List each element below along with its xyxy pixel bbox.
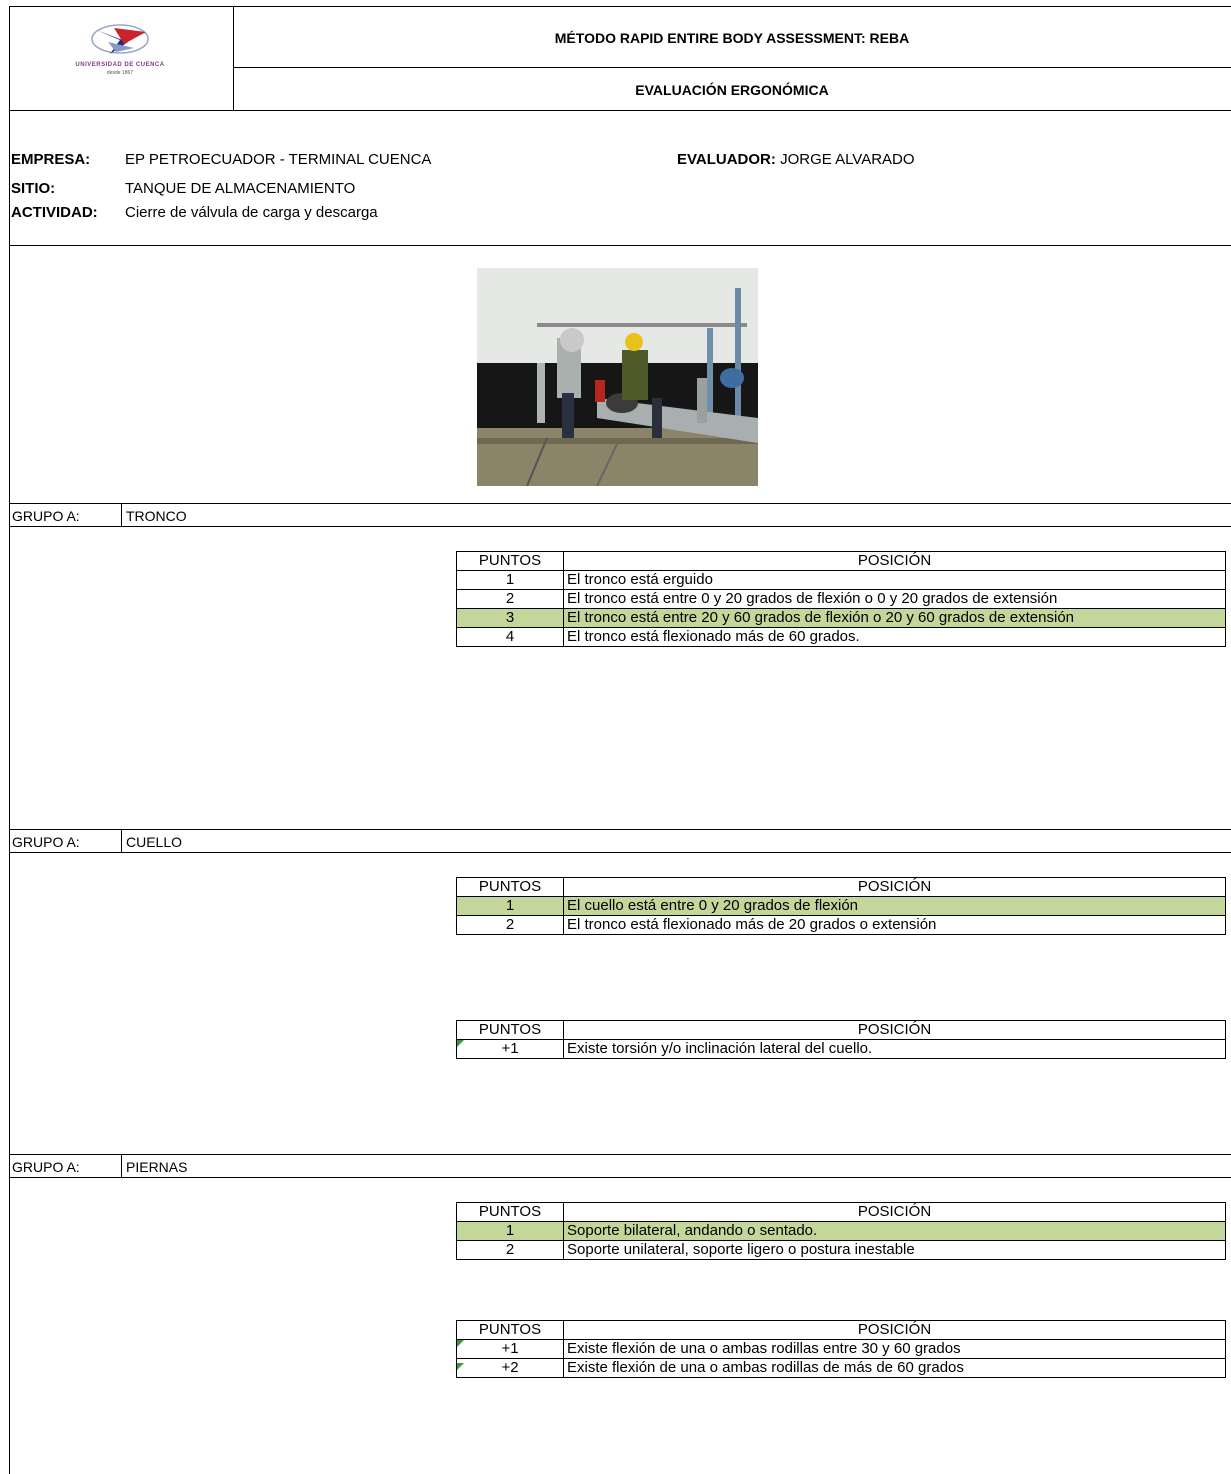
group-label: GRUPO A: <box>12 508 80 524</box>
table-row-selected[interactable] <box>457 1222 1226 1241</box>
section-piernas-top-line <box>9 1154 1231 1155</box>
evaluador-value: JORGE ALVARADO <box>780 151 915 168</box>
col-posicion-header: POSICIÓN <box>564 1321 1226 1340</box>
logo-subtext: desde 1867 <box>106 70 134 76</box>
table-row[interactable] <box>457 1040 1226 1059</box>
row-puntos: +1 <box>457 1340 564 1359</box>
table-row[interactable] <box>457 590 1226 609</box>
page-title: MÉTODO RAPID ENTIRE BODY ASSESSMENT: REBA <box>554 30 910 46</box>
row-puntos: 1 <box>457 571 564 590</box>
table-row-selected[interactable] <box>457 609 1226 628</box>
group-label: GRUPO A: <box>12 1159 80 1175</box>
actividad-label: ACTIVIDAD: <box>11 204 98 221</box>
row-puntos: 3 <box>457 609 564 628</box>
actividad-value: Cierre de válvula de carga y descarga <box>125 204 378 221</box>
row-posicion: El tronco está flexionado más de 60 grados. <box>564 628 1226 647</box>
section-part-label: TRONCO <box>126 508 187 524</box>
row-posicion: Existe flexión de una o ambas rodillas entre 30 y 60 grados <box>564 1340 1226 1359</box>
col-puntos-header: PUNTOS <box>457 552 564 571</box>
frame-left <box>9 6 10 1474</box>
workers-valve-photo-icon <box>477 268 758 486</box>
row-posicion: El tronco está erguido <box>564 571 1226 590</box>
row-puntos: 4 <box>457 628 564 647</box>
info-bottom-line <box>9 245 1231 246</box>
section-cuello-top-line <box>9 829 1231 830</box>
empresa-value: EP PETROECUADOR - TERMINAL CUENCA <box>125 151 432 168</box>
section-tronco-bottom-line <box>9 526 1231 527</box>
section-part-label: PIERNAS <box>126 1159 188 1175</box>
row-posicion: Soporte unilateral, soporte ligero o postura inestable <box>564 1241 1226 1260</box>
row-puntos: +1 <box>457 1040 564 1059</box>
table-row[interactable] <box>457 571 1226 590</box>
table-row[interactable] <box>457 628 1226 647</box>
col-puntos-header: PUNTOS <box>457 878 564 897</box>
table-header-row <box>457 1021 1226 1040</box>
worksite-photo <box>477 268 758 486</box>
group-divider <box>121 829 122 852</box>
col-posicion-header: POSICIÓN <box>564 878 1226 897</box>
row-posicion: Existe flexión de una o ambas rodillas de más de 60 grados <box>564 1359 1226 1378</box>
sitio-value: TANQUE DE ALMACENAMIENTO <box>125 180 356 197</box>
table-header-row <box>457 878 1226 897</box>
table-row[interactable] <box>457 1359 1226 1378</box>
tronco-score-table <box>456 551 1226 647</box>
comment-marker-icon[interactable] <box>457 1363 464 1370</box>
sitio-label: SITIO: <box>11 180 56 197</box>
col-puntos-header: PUNTOS <box>457 1203 564 1222</box>
row-puntos: +2 <box>457 1359 564 1378</box>
row-posicion: El tronco está entre 20 y 60 grados de flexión o 20 y 60 grados de extensión <box>564 609 1226 628</box>
evaluador-field <box>677 151 915 168</box>
empresa-label: EMPRESA: <box>11 151 91 168</box>
page-subtitle: EVALUACIÓN ERGONÓMICA <box>635 82 829 98</box>
row-posicion: El tronco está flexionado más de 20 grados o extensión <box>564 916 1226 935</box>
table-header-row <box>457 1321 1226 1340</box>
row-puntos: 2 <box>457 590 564 609</box>
section-cuello-bottom-line <box>9 852 1231 853</box>
row-posicion: El cuello está entre 0 y 20 grados de flexión <box>564 897 1226 916</box>
header-title-line <box>233 67 1231 68</box>
col-posicion-header: POSICIÓN <box>564 1203 1226 1222</box>
piernas-score-table <box>456 1202 1226 1260</box>
row-puntos: 2 <box>457 916 564 935</box>
col-posicion-header: POSICIÓN <box>564 552 1226 571</box>
section-part-label: CUELLO <box>126 834 183 850</box>
cuello-modifier-table <box>456 1020 1226 1059</box>
comment-marker-icon[interactable] <box>457 1040 464 1047</box>
group-label: GRUPO A: <box>12 834 80 850</box>
comment-marker-icon[interactable] <box>457 1340 464 1347</box>
table-row[interactable] <box>457 916 1226 935</box>
university-logo <box>50 22 190 82</box>
evaluador-label: EVALUADOR: <box>677 151 776 168</box>
piernas-modifier-table <box>456 1320 1226 1378</box>
table-header-row <box>457 1203 1226 1222</box>
table-header-row <box>457 552 1226 571</box>
header-bottom-line <box>9 110 1231 111</box>
group-divider <box>121 1154 122 1177</box>
group-divider <box>121 503 122 526</box>
section-piernas-bottom-line <box>9 1177 1231 1178</box>
row-puntos: 1 <box>457 1222 564 1241</box>
section-tronco-top-line <box>9 503 1231 504</box>
frame-top <box>9 6 1231 7</box>
col-posicion-header: POSICIÓN <box>564 1021 1226 1040</box>
table-row[interactable] <box>457 1340 1226 1359</box>
table-row-selected[interactable] <box>457 897 1226 916</box>
col-puntos-header: PUNTOS <box>457 1021 564 1040</box>
row-puntos: 2 <box>457 1241 564 1260</box>
logo-text: UNIVERSIDAD DE CUENCA <box>75 62 165 68</box>
table-row[interactable] <box>457 1241 1226 1260</box>
row-puntos: 1 <box>457 897 564 916</box>
row-posicion: Soporte bilateral, andando o sentado. <box>564 1222 1226 1241</box>
row-posicion: Existe torsión y/o inclinación lateral del cuello. <box>564 1040 1226 1059</box>
cuello-score-table <box>456 877 1226 935</box>
col-puntos-header: PUNTOS <box>457 1321 564 1340</box>
row-posicion: El tronco está entre 0 y 20 grados de flexión o 0 y 20 grados de extensión <box>564 590 1226 609</box>
